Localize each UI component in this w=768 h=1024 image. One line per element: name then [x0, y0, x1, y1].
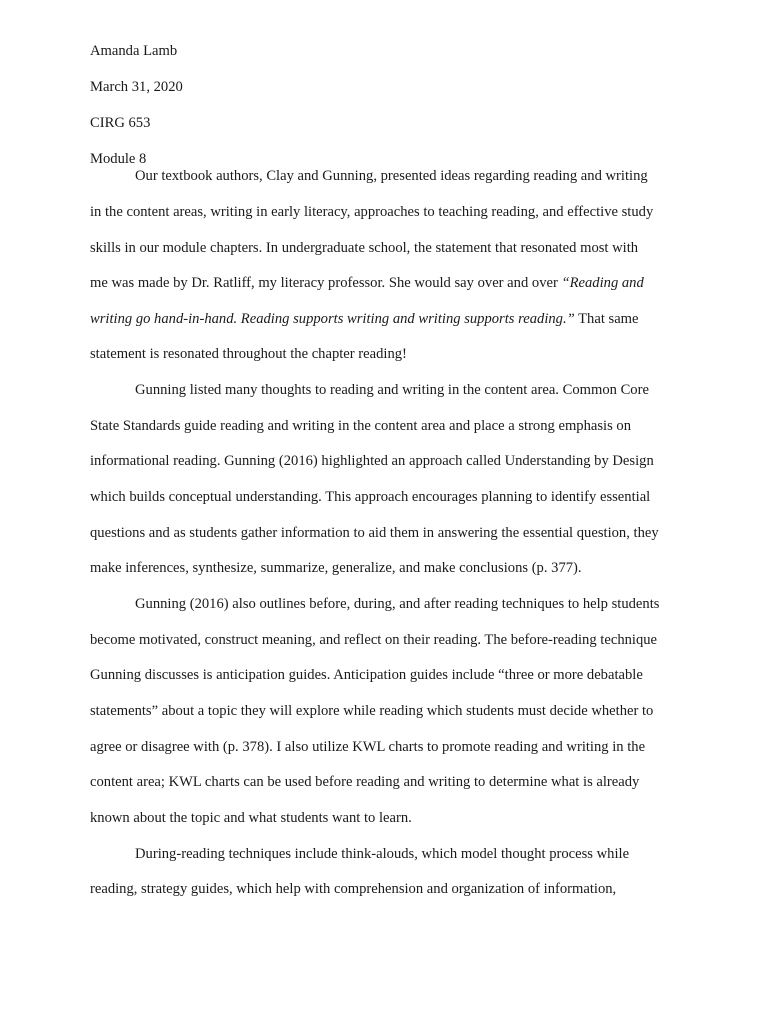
paragraph-2-line: State Standards guide reading and writing in the content area and place a strong emphasis on — [90, 418, 632, 434]
module-title: Module 8 — [90, 151, 147, 167]
paragraph-2-line: informational reading. Gunning (2016) highlighted an approach called Understanding by Design — [90, 453, 654, 469]
paragraph-2-line: Gunning listed many thoughts to reading and writing in the content area. Common Core — [135, 382, 649, 398]
paragraph-2-line: make inferences, synthesize, summarize, generalize, and make conclusions (p. 377). — [90, 560, 582, 576]
paragraph-4-line: reading, strategy guides, which help with comprehension and organization of information, — [90, 881, 617, 897]
paragraph-4-line: During-reading techniques include think-alouds, which model thought process while — [135, 846, 630, 862]
professor-quote: writing go hand-in-hand. Reading supports writing and writing supports reading.” — [90, 311, 575, 327]
paragraph-2-line: which builds conceptual understanding. This approach encourages planning to identify essential — [90, 489, 651, 505]
paragraph-3-line: agree or disagree with (p. 378). I also utilize KWL charts to promote reading and writing in the — [90, 739, 646, 755]
paragraph-1-line — [90, 274, 644, 292]
course-code: CIRG 653 — [90, 115, 151, 131]
paragraph-1-line: in the content areas, writing in early literacy, approaches to teaching reading, and effective study — [90, 204, 654, 220]
paragraph-3-line: become motivated, construct meaning, and reflect on their reading. The before-reading technique — [90, 632, 658, 648]
professor-quote: “Reading and — [561, 275, 644, 291]
paragraph-1-line: statement is resonated throughout the chapter reading! — [90, 346, 407, 362]
paragraph-3-line: content area; KWL charts can be used before reading and writing to determine what is already — [90, 774, 640, 790]
paragraph-1-line — [90, 310, 639, 328]
paragraph-2-line: questions and as students gather information to aid them in answering the essential question, they — [90, 525, 659, 541]
paragraph-3-line: known about the topic and what students want to learn. — [90, 810, 412, 826]
paragraph-3-line: statements” about a topic they will explore while reading which students must decide whether to — [90, 703, 654, 719]
paragraph-3-line: Gunning (2016) also outlines before, during, and after reading techniques to help students — [135, 596, 660, 612]
author-name: Amanda Lamb — [90, 43, 178, 59]
paragraph-1-text: me was made by Dr. Ratliff, my literacy professor. She would say over and over — [90, 275, 562, 291]
paragraph-1-line: Our textbook authors, Clay and Gunning, presented ideas regarding reading and writing — [135, 168, 648, 184]
paragraph-1-text: That same — [574, 311, 639, 327]
paragraph-3-line: Gunning discusses is anticipation guides. Anticipation guides include “three or more debatable — [90, 667, 643, 683]
document-date: March 31, 2020 — [90, 79, 183, 95]
paragraph-1-line: skills in our module chapters. In undergraduate school, the statement that resonated most with — [90, 240, 639, 256]
